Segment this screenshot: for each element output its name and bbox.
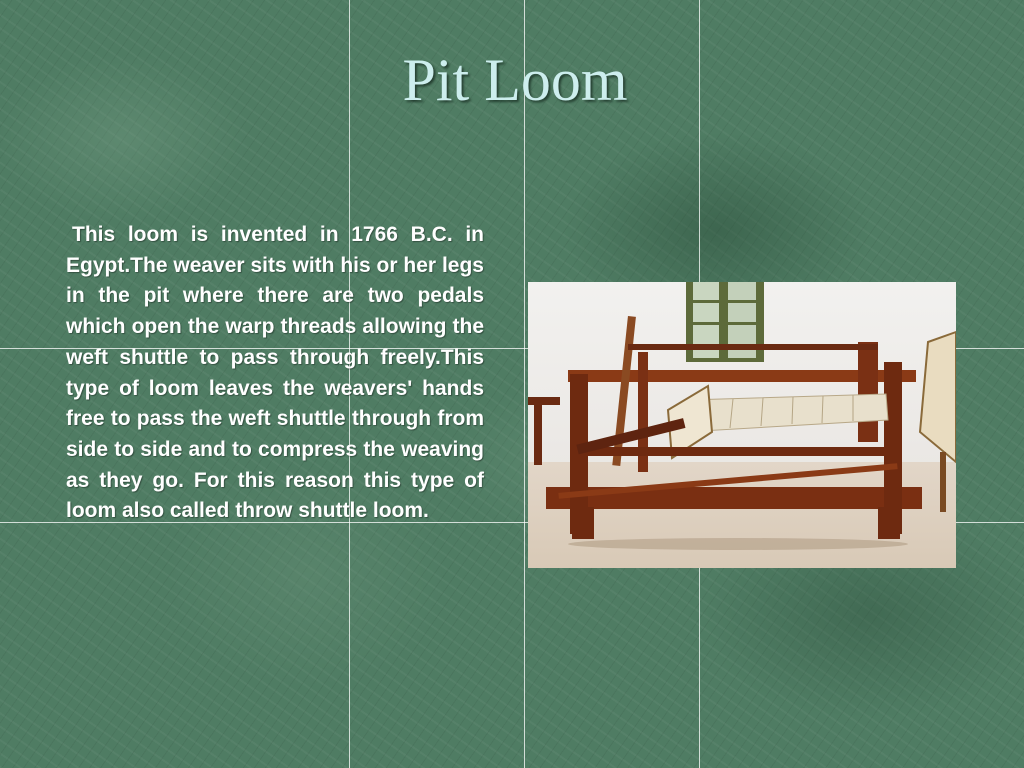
slide-title: Pit Loom <box>402 47 628 113</box>
body-text: This loom is invented in 1766 B.C. in Egypt.The weaver sits with his or her legs in the pit where there are two pedals which open the warp threads allowing the weft shuttle to pass through freely.This type of loom leaves the weavers' hands free to pass the weft shuttle through from side to side and to compress the weaving as they go. For this reason this type of loom also called throw shuttle loom. <box>66 223 484 523</box>
pit-loom-photo <box>528 282 956 568</box>
